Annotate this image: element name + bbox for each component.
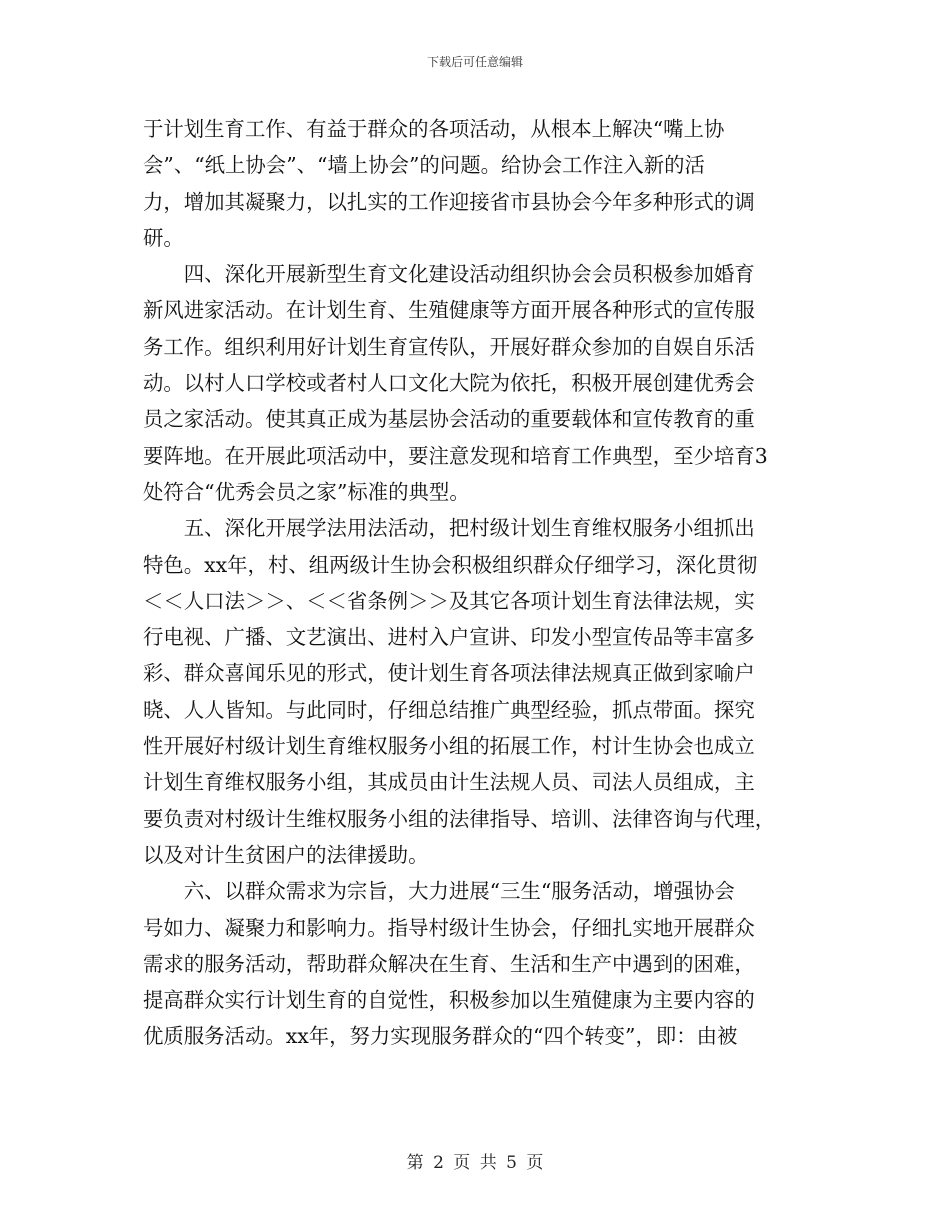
paragraph-start: 五、深化开展学法用法活动，把村级计划生育维权服务小组抓出 xyxy=(143,516,755,541)
text-line: 研。 xyxy=(143,225,184,250)
text-line: 特色。xx年，村、组两级计生协会积极组织群众仔细学习，深化贯彻 xyxy=(143,552,758,577)
text-line: 行电视、广播、文艺演出、进村入户宣讲、印发小型宣传品等丰富多 xyxy=(143,625,755,650)
text-line: 以及对计生贫困户的法律援助。 xyxy=(143,842,429,867)
text-line: 需求的服务活动，帮助群众解决在生育、生活和生产中遇到的困难， xyxy=(143,951,755,976)
text-line: 动。以村人口学校或者村人口文化大院为依托，积极开展创建优秀会 xyxy=(143,371,755,396)
paragraph-start: 四、深化开展新型生育文化建设活动组织协会会员积极参加婚育 xyxy=(143,262,755,287)
text-line: 优质服务活动。xx年，努力实现服务群众的“四个转变”，即：由被 xyxy=(143,1024,738,1049)
text-line: 号如力、凝聚力和影响力。指导村级计生协会，仔细扎实地开展群众 xyxy=(143,915,755,940)
text-line: 员之家活动。使其真正成为基层协会活动的重要载体和宣传教育的重 xyxy=(143,407,755,432)
page-header: 下载后可任意编辑 xyxy=(426,55,523,69)
text-line: ＜＜人口法＞＞、＜＜省条例＞＞及其它各项计划生育法律法规，实 xyxy=(143,588,755,613)
text-line: 于计划生育工作、有益于群众的各项活动，从根本上解决“嘴上协 xyxy=(143,117,725,141)
text-line: 晓、人人皆知。与此同时，仔细总结推广典型经验，抓点带面。探究 xyxy=(143,697,755,722)
text-line: 要阵地。在开展此项活动中，要注意发现和培育工作典型，至少培育3 xyxy=(143,443,768,468)
text-line: 新风进家活动。在计划生育、生殖健康等方面开展各种形式的宣传服 xyxy=(143,298,755,323)
text-line: 处符合“优秀会员之家”标准的典型。 xyxy=(143,479,470,504)
text-line: 提高群众实行计划生育的自觉性，积极参加以生殖健康为主要内容的 xyxy=(143,988,755,1013)
text-line: 务工作。组织利用好计划生育宣传队，开展好群众参加的自娱自乐活 xyxy=(143,334,755,359)
paragraph-start: 六、以群众需求为宗旨，大力进展“三生“服务活动，增强协会 xyxy=(143,879,735,904)
text-line: 性开展好村级计划生育维权服务小组的拓展工作，村计生协会也成立 xyxy=(143,734,755,759)
text-line: 计划生育维权服务小组，其成员由计生法规人员、司法人员组成，主 xyxy=(143,770,755,795)
text-line: 要负责对村级计生维权服务小组的法律指导、培训、法律咨询与代理， xyxy=(143,806,776,831)
document-body xyxy=(143,111,807,1055)
text-line: 会”、“纸上协会”、“墙上协会”的问题。给协会工作注入新的活 xyxy=(143,153,705,178)
page-number: 第 2 页 共 5 页 xyxy=(406,1153,544,1173)
text-line: 力，增加其凝聚力，以扎实的工作迎接省市县协会今年多种形式的调 xyxy=(143,189,755,214)
text-line: 彩、群众喜闻乐见的形式，使计划生育各项法律法规真正做到家喻户 xyxy=(143,661,755,686)
